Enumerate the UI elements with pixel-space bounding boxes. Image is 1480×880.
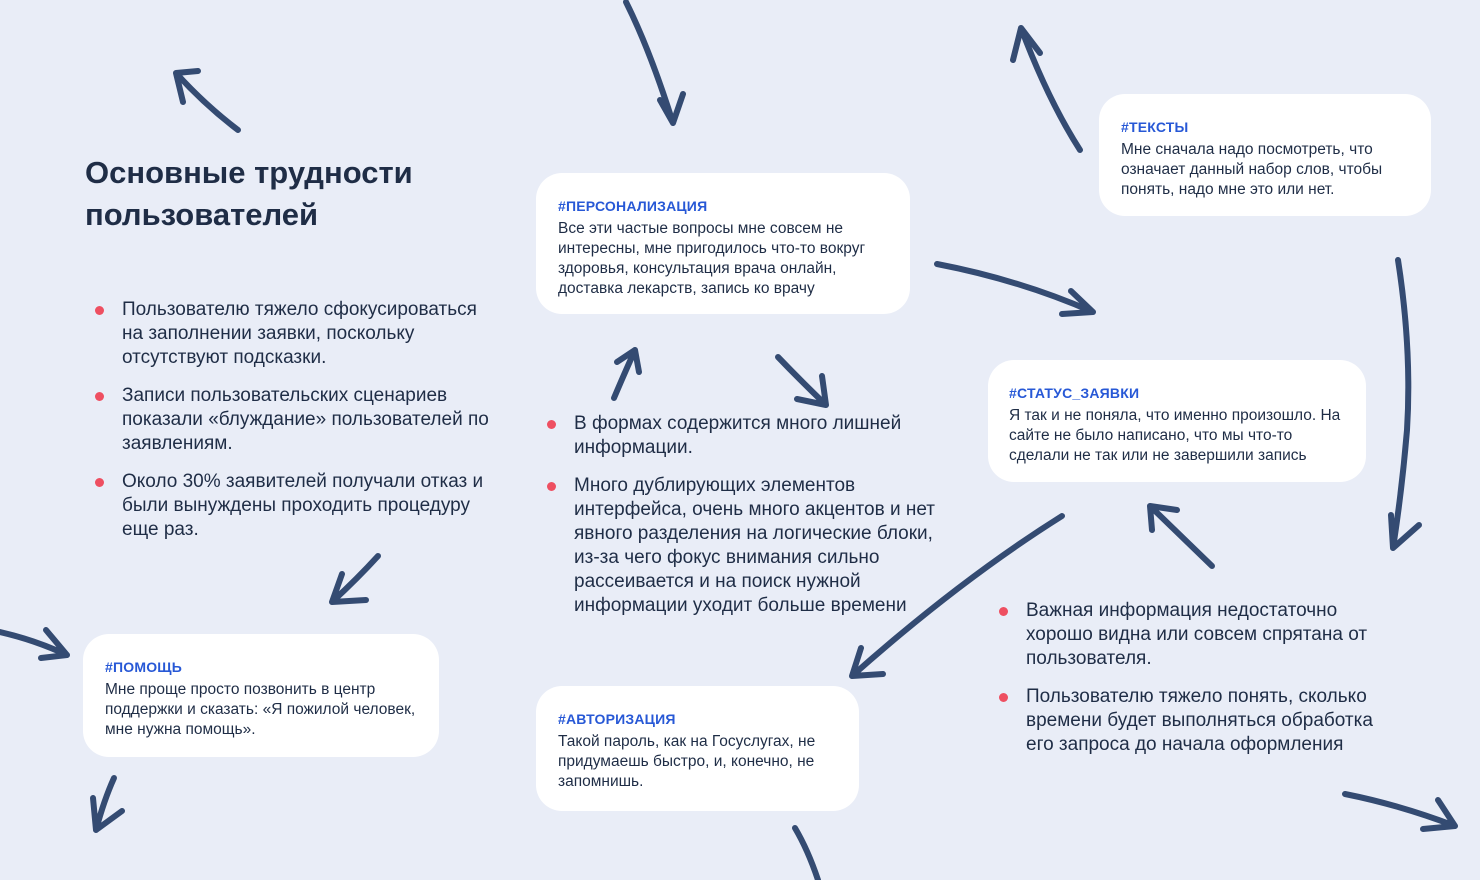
list-item: Записи пользовательских сценариев показали «блуждание» пользователей по заявлениям. (95, 384, 490, 456)
card-tag: #ПОМОЩЬ (105, 659, 183, 675)
list-item: Пользователю тяжело сфокусироваться на заполнении заявки, поскольку отсутствуют подсказки. (95, 298, 490, 370)
arrow-up-center-left (614, 350, 639, 398)
list-item: Важная информация недостаточно хорошо видна или совсем спрятана от пользователя. (999, 599, 1379, 671)
list-item: Пользователю тяжело понять, сколько времени будет выполняться обработка его запроса до начала оформления (999, 685, 1379, 757)
arrow-down-center-right (778, 357, 826, 405)
quote-card-personalization (536, 173, 910, 314)
quote-card-auth (536, 686, 859, 811)
card-quote: Мне проще просто позвонить в центр поддержки и сказать: «Я пожилой человек, мне нужна помощь». (105, 681, 416, 738)
list-item: В формах содержится много лишней информации. (547, 412, 937, 460)
list-item: Около 30% заявителей получали отказ и были вынуждены проходить процедуру еще раз. (95, 470, 490, 542)
card-quote: Я так и не поняла, что именно произошло. На сайте не было написано, что мы что-то сделали не так или не завершили запись (1009, 407, 1341, 464)
arrow-down-top-center (626, 2, 683, 123)
arrow-down-below-help (93, 778, 122, 830)
card-quote: Все эти частые вопросы мне совсем не интересны, мне пригодилось что-то вокруг здоровья, консультация врача онлайн, доставка лекарств, запись ко врачу (558, 220, 866, 297)
arrow-down-right-side (1391, 260, 1419, 548)
left-problem-list (95, 298, 490, 556)
card-tag: #СТАТУС_ЗАЯВКИ (1009, 385, 1140, 401)
arrow-right-bottom-right (1345, 794, 1455, 829)
center-problem-list (547, 412, 937, 632)
card-tag: #АВТОРИЗАЦИЯ (558, 711, 676, 727)
quote-card-help (83, 634, 439, 757)
card-quote: Такой пароль, как на Госуслугах, не придумаешь быстро, и, конечно, не запомнишь. (558, 733, 816, 790)
page-title: Основные трудности пользователей (85, 155, 413, 232)
arrow-down-below-auth (795, 828, 818, 880)
card-tag: #ПЕРСОНАЛИЗАЦИЯ (558, 198, 708, 214)
arrow-right-to-status (937, 264, 1093, 314)
right-problem-list (999, 599, 1379, 771)
arrow-right-into-help (0, 630, 67, 658)
quote-card-texts (1099, 94, 1431, 216)
arrow-up-top-right (1013, 28, 1080, 150)
card-quote: Мне сначала надо посмотреть, что означает данный набор слов, чтобы понять, надо мне это или нет. (1121, 141, 1383, 198)
arrow-down-left-to-help (332, 556, 378, 602)
card-tag: #ТЕКСТЫ (1121, 119, 1189, 135)
quote-card-status (988, 360, 1366, 482)
list-item: Много дублирующих элементов интерфейса, очень много акцентов и нет явного разделения на логические блоки, из-за чего фокус внимания сильно рассеивается и на поиск нужной информации уходит больше времени (547, 474, 937, 618)
arrow-up-left-topleft (176, 71, 238, 130)
arrow-up-left-to-status (1150, 506, 1212, 566)
